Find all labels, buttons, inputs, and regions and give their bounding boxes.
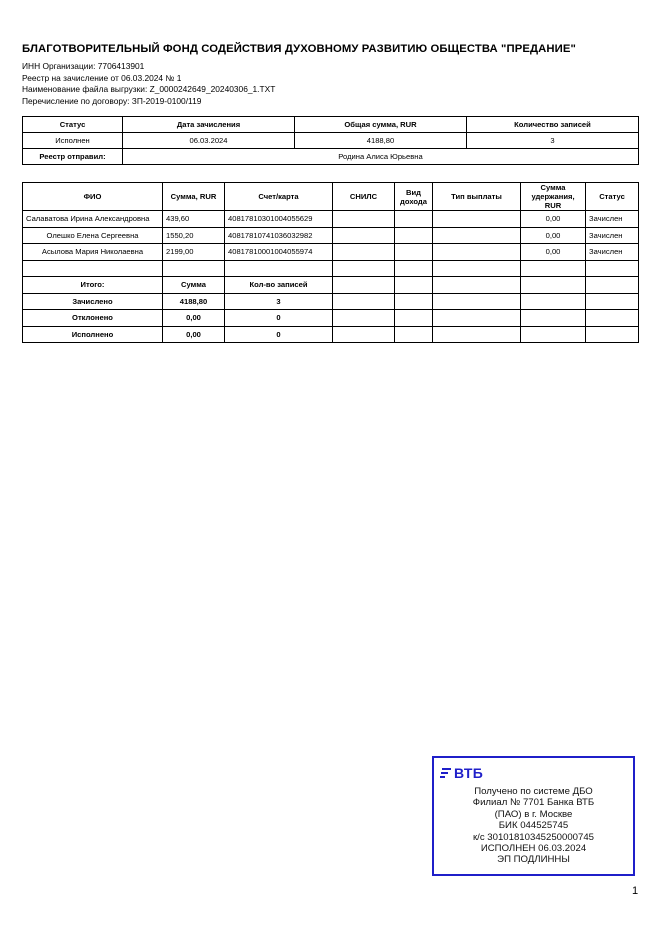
row-payment-type — [433, 211, 521, 228]
meta-registry: Реестр на зачисление от 06.03.2024 № 1 — [22, 72, 182, 83]
totals-count-header: Кол-во записей — [225, 277, 333, 294]
totals-row-count: 0 — [225, 326, 333, 343]
records-header-row — [23, 183, 639, 211]
totals-row-sum: 0,00 — [163, 326, 225, 343]
summary-table — [22, 116, 639, 165]
stamp-line: Филиал № 7701 Банка ВТБ — [472, 797, 595, 809]
document-meta — [22, 61, 275, 107]
row-account: 40817810741036032982 — [225, 227, 333, 244]
row-withholding: 0,00 — [521, 227, 586, 244]
stamp-line: (ПАО) в г. Москве — [494, 808, 573, 820]
row-snils — [333, 227, 395, 244]
totals-row-label: Исполнено — [23, 326, 163, 343]
summary-header-date: Дата зачисления — [123, 117, 295, 133]
row-income-type — [395, 244, 433, 261]
header-payment-type: Тип выплаты — [433, 183, 521, 211]
header-amount: Сумма, RUR — [163, 183, 225, 211]
row-status: Зачислен — [586, 227, 639, 244]
empty-row — [23, 260, 639, 277]
row-amount: 1550,20 — [163, 227, 225, 244]
header-withholding: Сумма удержания, RUR — [521, 183, 586, 211]
totals-sum-header: Сумма — [163, 277, 225, 294]
totals-row-sum: 0,00 — [163, 310, 225, 327]
summary-date: 06.03.2024 — [123, 133, 295, 149]
table-row — [23, 227, 639, 244]
summary-row — [23, 133, 639, 149]
stamp-line: к/с 30101810345250000745 — [472, 831, 595, 843]
stamp-line: ЭП ПОДЛИННЫ — [497, 854, 570, 866]
totals-row-count: 0 — [225, 310, 333, 327]
totals-label: Итого: — [23, 277, 163, 294]
row-account: 40817810001004055974 — [225, 244, 333, 261]
row-payment-type — [433, 244, 521, 261]
header-income-type: Вид дохода — [395, 183, 433, 211]
row-snils — [333, 244, 395, 261]
header-fio: ФИО — [23, 183, 163, 211]
summary-header-count: Количество записей — [467, 117, 639, 133]
row-status: Зачислен — [586, 211, 639, 228]
table-row — [23, 244, 639, 261]
row-income-type — [395, 211, 433, 228]
stamp-line: ИСПОЛНЕН 06.03.2024 — [480, 843, 587, 855]
summary-count: 3 — [467, 133, 639, 149]
vtb-brand: ВТБ — [454, 765, 484, 781]
stamp-line: БИК 044525745 — [498, 820, 569, 832]
row-withholding: 0,00 — [521, 211, 586, 228]
totals-row — [23, 293, 639, 310]
totals-row-count: 3 — [225, 293, 333, 310]
totals-row — [23, 310, 639, 327]
stamp-text — [434, 786, 633, 866]
row-amount: 439,60 — [163, 211, 225, 228]
meta-filename: Наименование файла выгрузки: Z_0000242649_20240306_1.TXT — [22, 84, 276, 95]
sender-value: Родина Алиса Юрьевна — [123, 149, 639, 165]
records-table — [22, 182, 639, 343]
row-account: 40817810301004055629 — [225, 211, 333, 228]
bank-stamp — [432, 756, 635, 876]
row-income-type — [395, 227, 433, 244]
totals-header-row — [23, 277, 639, 294]
summary-total: 4188,80 — [295, 133, 467, 149]
meta-contract: Перечисление по договору: ЗП-2019-0100/119 — [22, 95, 202, 106]
summary-status: Исполнен — [23, 133, 123, 149]
page-number: 1 — [632, 885, 639, 897]
header-account: Счет/карта — [225, 183, 333, 211]
summary-sender-row — [23, 149, 639, 165]
row-snils — [333, 211, 395, 228]
totals-row — [23, 326, 639, 343]
header-snils: СНИЛС — [333, 183, 395, 211]
summary-header-row — [23, 117, 639, 133]
summary-header-status: Статус — [23, 117, 123, 133]
document-title: БЛАГОТВОРИТЕЛЬНЫЙ ФОНД СОДЕЙСТВИЯ ДУХОВНОМУ РАЗВИТИЮ ОБЩЕСТВА "ПРЕДАНИЕ" — [22, 43, 576, 55]
summary-header-total: Общая сумма, RUR — [295, 117, 467, 133]
row-amount: 2199,00 — [163, 244, 225, 261]
totals-row-label: Зачислено — [23, 293, 163, 310]
row-status: Зачислен — [586, 244, 639, 261]
meta-inn: ИНН Организации: 7706413901 — [22, 61, 145, 71]
row-fio: Олешко Елена Сергеевна — [23, 227, 163, 244]
vtb-logo — [442, 765, 483, 781]
row-withholding: 0,00 — [521, 244, 586, 261]
row-payment-type — [433, 227, 521, 244]
vtb-logo-icon — [442, 767, 451, 779]
sender-label: Реестр отправил: — [23, 149, 123, 165]
row-fio: Салаватова Ирина Александровна — [23, 211, 163, 228]
row-fio: Асылова Мария Николаевна — [23, 244, 163, 261]
header-status: Статус — [586, 183, 639, 211]
stamp-line: Получено по системе ДБО — [474, 786, 593, 797]
totals-row-label: Отклонено — [23, 310, 163, 327]
table-row — [23, 211, 639, 228]
totals-row-sum: 4188,80 — [163, 293, 225, 310]
